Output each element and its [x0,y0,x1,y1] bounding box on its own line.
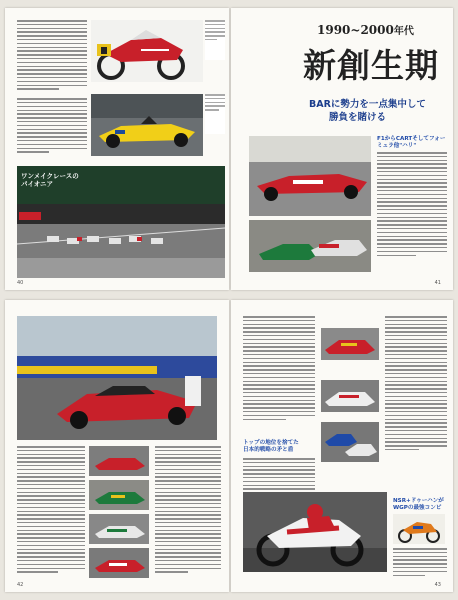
photo-caption-box [205,20,225,60]
page-number: 42 [17,582,24,588]
body-text-column [243,316,315,422]
chapter-title-years [317,22,414,37]
photo-small-racecar-3 [89,514,149,544]
chapter-subtitle-2: 勝負を賭ける [329,112,387,123]
page-top-right [231,8,453,290]
photo-race-track-grid [17,166,225,278]
page-number: 43 [434,582,441,588]
photo-caption-bike-pioneer: ワンメイクレースのパイオニア [21,172,79,188]
photo-cart-car [249,136,371,216]
section-heading-strategy-1: トップの地位を捨てた [243,440,299,446]
photo-gt-cars [249,220,371,272]
photo-gt-car-group [321,422,379,462]
chapter-title-main: 新創生期 [303,46,439,85]
body-text-column [17,446,85,575]
photo-yellow-formula-car [91,94,203,156]
photo-race-bike [91,20,203,82]
photo-nsr-motorcycle [243,492,387,572]
page-number: 41 [434,280,441,286]
photo-caption-box [205,94,225,134]
page-top-left [5,8,229,290]
title-years: 1990~2000 [317,23,394,37]
body-text-column [393,548,447,578]
caption-cart-heading: F1からCARTそしてフォーミュラ他"ハリ" [377,136,446,149]
photo-gt-car-red [321,328,379,360]
photo-small-racecar-2 [89,480,149,510]
photo-small-racecar-4 [89,548,149,578]
title-suffix: 年代 [393,26,414,37]
body-text-column [377,152,447,258]
page-bottom-left [5,300,229,592]
section-heading-nsr-2: WGPの最強コンビ [393,505,442,511]
section-heading-nsr [393,498,449,512]
page-number: 40 [17,280,24,286]
photo-small-bike [393,514,445,544]
section-heading-strategy-2: 日本的戦略の矛と盾 [243,447,294,453]
page-bottom-right [231,300,453,592]
photo-nsx-racecar [17,316,217,440]
photo-small-racecar-1 [89,446,149,476]
section-heading-nsr-1: NSR+ドゥーハンが [393,498,444,504]
chapter-subtitle-1: BARに勢力を一点集中して [309,99,426,110]
body-text-column [155,446,221,575]
section-heading-strategy [243,440,323,454]
body-text-column [17,20,87,155]
body-text-column [385,316,447,453]
photo-gt-car-white [321,380,379,412]
